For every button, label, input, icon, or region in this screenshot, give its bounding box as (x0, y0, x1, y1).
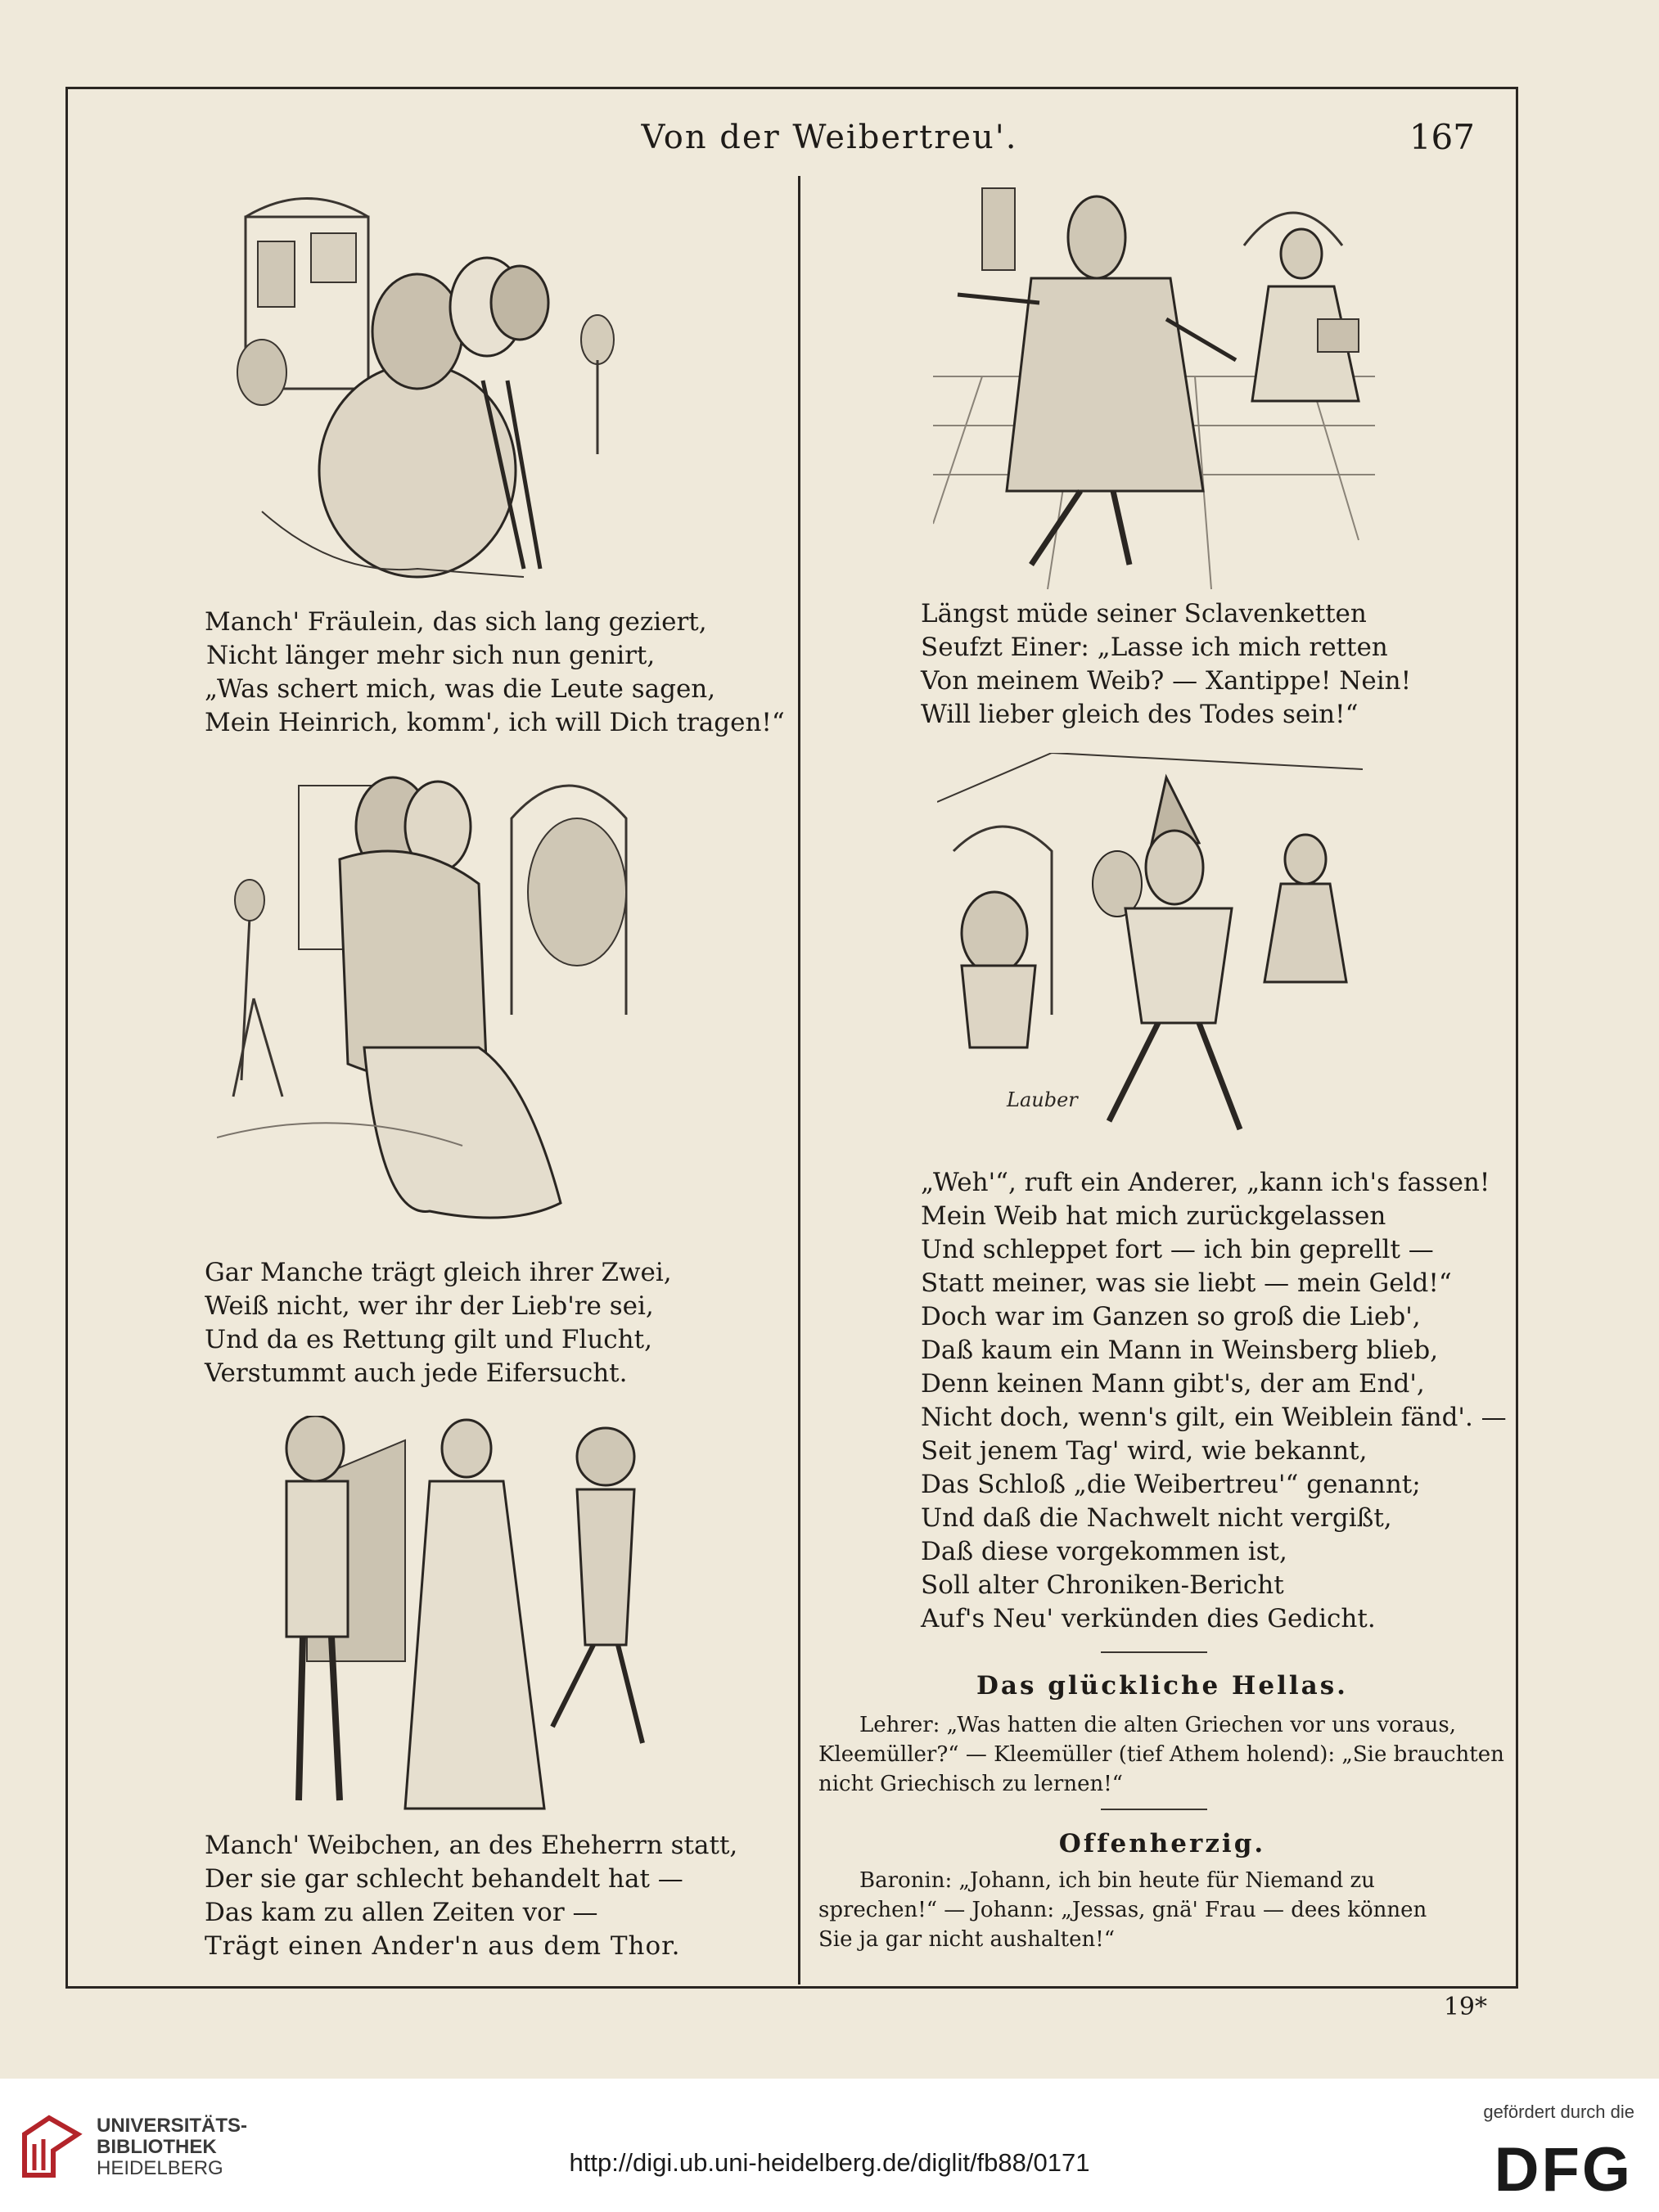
verse-line: Doch war im Ganzen so groß die Lieb', (921, 1302, 1421, 1331)
funded-by-label: gefördert durch die (1483, 2102, 1634, 2122)
woman-leaving-husband-illustration (241, 1416, 667, 1817)
joke-line: Sie ja gar nicht aushalten!“ (818, 1927, 1115, 1952)
verse-line: Und schleppet fort — ich bin geprellt — (921, 1235, 1434, 1264)
verse-line: Und da es Rettung gilt und Flucht, (205, 1325, 652, 1354)
dfg-logo[interactable]: DFG (1494, 2135, 1633, 2205)
verse-line: Manch' Weibchen, an des Eheherrn statt, (205, 1831, 738, 1860)
verse-line: Denn keinen Mann gibt's, der am End', (921, 1369, 1425, 1399)
joke-line: Baronin: „Johann, ich bin heute für Niemand zu (859, 1868, 1375, 1893)
verse-line: Manch' Fräulein, das sich lang geziert, (205, 607, 707, 637)
verse-stanza-4 (921, 597, 1411, 732)
couple-with-lute-illustration (213, 184, 655, 593)
viewer-footer (0, 2079, 1659, 2212)
permalink-url[interactable]: http://digi.ub.uni-heidelberg.de/diglit/fb88/0171 (569, 2148, 1090, 2177)
verse-line: Gar Manche trägt gleich ihrer Zwei, (205, 1258, 672, 1287)
verse-line: Daß kaum ein Mann in Weinsberg blieb, (921, 1336, 1439, 1365)
verse-line: Soll alter Chroniken-Bericht (921, 1570, 1284, 1600)
verse-line: Seufzt Einer: „Lasse ich mich retten (921, 633, 1388, 662)
page-title: Von der Weibertreu'. (641, 119, 1018, 156)
verse-line: Daß diese vorgekommen ist, (921, 1537, 1287, 1566)
verse-line: Verstummt auch jede Eifersucht. (205, 1358, 628, 1388)
verse-line: Mein Heinrich, komm', ich will Dich tragen!“ (205, 708, 785, 737)
verse-line: Längst müde seiner Sclavenketten (921, 599, 1367, 628)
verse-line: Das Schloß „die Weibertreu'“ genannt; (921, 1470, 1421, 1499)
woman-carrying-man-illustration (217, 753, 651, 1236)
section-divider (1101, 1809, 1207, 1810)
library-name-line: BIBLIOTHEK (97, 2136, 217, 2158)
verse-line: „Was schert mich, was die Leute sagen, (205, 674, 716, 704)
joke-line: Lehrer: „Was hatten die alten Griechen vor uns voraus, (859, 1713, 1456, 1737)
verse-line: Das kam zu allen Zeiten vor — (205, 1898, 598, 1927)
verse-line: Und daß die Nachwelt nicht vergißt, (921, 1503, 1392, 1533)
verse-stanza-5 (921, 1166, 1507, 1636)
verse-line: Von meinem Weib? — Xantippe! Nein! (921, 666, 1412, 696)
verse-line: Statt meiner, was sie liebt — mein Geld!“ (921, 1268, 1452, 1298)
column-divider (798, 176, 800, 1984)
jester-dancing-illustration (937, 753, 1363, 1146)
verse-line: Der sie gar schlecht behandelt hat — (205, 1864, 683, 1894)
verse-line: Auf's Neu' verkünden dies Gedicht. (921, 1604, 1376, 1633)
verse-stanza-3 (205, 1829, 737, 1963)
verse-line: Weiß nicht, wer ihr der Lieb're sei, (205, 1291, 654, 1321)
joke-line: sprechen!“ — Johann: „Jessas, gnä' Frau — dees können (818, 1898, 1427, 1922)
library-city: HEIDELBERG (97, 2157, 223, 2179)
man-at-doorway-illustration (933, 180, 1375, 589)
verse-line: Nicht länger mehr sich nun genirt, (206, 641, 656, 670)
verse-line: „Weh'“, ruft ein Anderer, „kann ich's fassen! (921, 1168, 1490, 1197)
verse-line: Trägt einen Ander'n aus dem Thor. (205, 1931, 681, 1961)
library-name-line: UNIVERSITÄTS- (97, 2115, 248, 2137)
section-divider (1101, 1651, 1207, 1653)
verse-line: Nicht doch, wenn's gilt, ein Weiblein fänd'. — (921, 1403, 1507, 1432)
joke-text (818, 1866, 1498, 1954)
artist-signature: Lauber (1007, 1088, 1078, 1111)
verse-line: Will lieber gleich des Todes sein!“ (921, 700, 1359, 729)
verse-line: Seit jenem Tag' wird, wie bekannt, (921, 1436, 1368, 1466)
joke-title: Offenherzig. (1058, 1829, 1266, 1858)
signature-mark: 19* (1443, 1993, 1487, 2021)
joke-text (818, 1710, 1504, 1799)
verse-stanza-2 (205, 1256, 672, 1390)
joke-title: Das glückliche Hellas. (976, 1671, 1348, 1701)
page-number: 167 (1409, 117, 1475, 157)
verse-stanza-1 (205, 606, 785, 740)
verse-line: Mein Weib hat mich zurückgelassen (921, 1201, 1386, 1231)
joke-line: nicht Griechisch zu lernen!“ (818, 1772, 1123, 1796)
joke-line: Kleemüller?“ — Kleemüller (tief Athem holend): „Sie brauchten (818, 1742, 1504, 1767)
